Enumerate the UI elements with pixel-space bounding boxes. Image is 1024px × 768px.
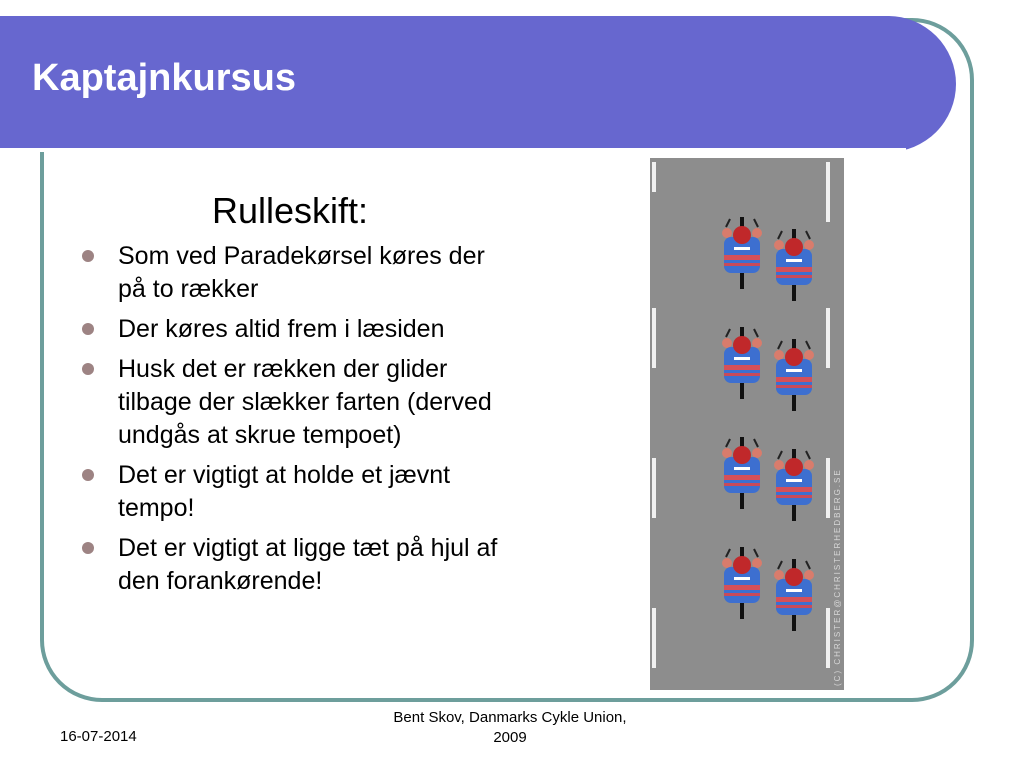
title-underline <box>0 148 906 152</box>
bullet-dot-icon <box>82 363 94 375</box>
bullet-item <box>82 532 502 598</box>
bullet-dot-icon <box>82 469 94 481</box>
cyclists-illustration <box>650 158 844 690</box>
bullet-text: Som ved Paradekørsel køres der på to rækker <box>118 242 485 303</box>
bullet-text: Det er vigtigt at ligge tæt på hjul af den forankørende! <box>118 534 498 595</box>
section-heading: Rulleskift: <box>211 190 369 231</box>
bullet-text: Husk det er rækken der glider tilbage der slækker farten (derved undgås at skrue tempoet) <box>118 355 492 449</box>
slide-title: Kaptajnkursus <box>32 57 296 99</box>
bullet-item <box>82 459 502 525</box>
footer-author-line1: Bent Skov, Danmarks Cykle Union, <box>393 709 627 726</box>
cyclists <box>722 217 814 631</box>
bullet-dot-icon <box>82 542 94 554</box>
footer-date: 16-07-2014 <box>60 728 137 745</box>
bullet-item <box>82 353 502 452</box>
watermark-text: (C) CHRISTER@CHRISTERHEDBERG.SE <box>833 468 842 686</box>
bullet-list <box>82 240 502 605</box>
bullet-text: Det er vigtigt at holde et jævnt tempo! <box>118 461 451 522</box>
footer-author-line2: 2009 <box>493 729 527 746</box>
bullet-item <box>82 240 502 306</box>
bullet-text: Der køres altid frem i læsiden <box>118 315 445 343</box>
bullet-dot-icon <box>82 323 94 335</box>
bullet-item <box>82 313 502 346</box>
bullet-dot-icon <box>82 250 94 262</box>
road-svg <box>650 158 844 690</box>
footer-author <box>370 708 650 748</box>
